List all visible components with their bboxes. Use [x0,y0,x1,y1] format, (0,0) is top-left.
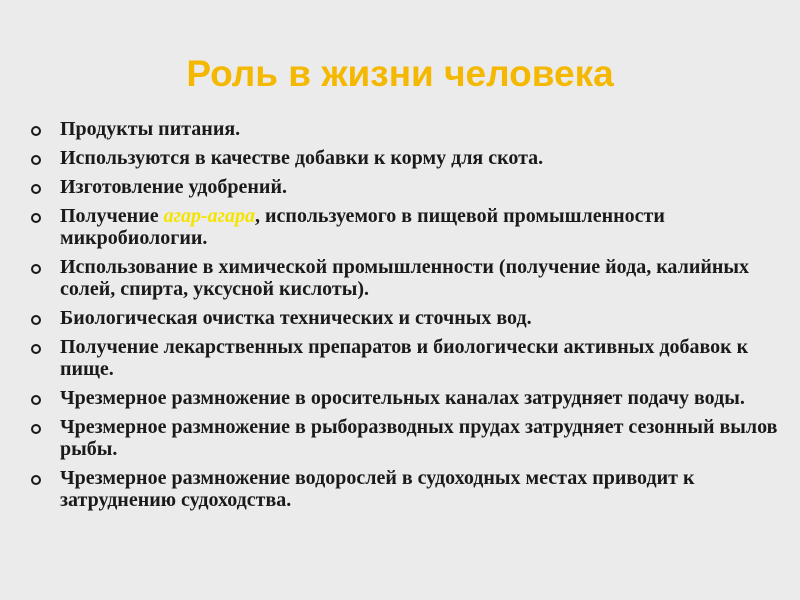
bullet-icon [31,184,41,194]
list-item [30,256,780,300]
list-item-text: Используются в качестве добавки к корму для скота. [60,147,544,169]
list-item [30,467,780,511]
list-item [30,387,780,409]
bullet-icon [31,126,41,136]
list-item-text: Чрезмерное размножение в оросительных каналах затрудняет подачу воды. [60,387,745,409]
list-item [30,307,780,329]
list-item-text: Чрезмерное размножение водорослей в судоходных местах приводит к затруднению судоходства. [60,467,695,511]
list-item [30,147,780,169]
list-item [30,118,780,140]
list-item-text: Использование в химической промышленности (получение йода, калийных солей, спирта, уксусной кислоты). [60,256,750,300]
list-item [30,176,780,198]
bullet-list [30,118,780,518]
list-item [30,205,780,249]
agar-highlight-link[interactable]: агар-агара [163,205,256,227]
bullet-icon [31,155,41,165]
bullet-icon [31,264,41,274]
list-item [30,416,780,460]
bullet-icon [31,344,41,354]
list-item-text: Изготовление удобрений. [60,176,287,198]
bullet-icon [31,315,41,325]
list-item-text: Получение лекарственных препаратов и биологически активных добавок к пище. [60,336,749,380]
bullet-icon [31,424,41,434]
list-item-text: Чрезмерное размножение в рыборазводных прудах затрудняет сезонный вылов рыбы. [60,416,778,460]
bullet-icon [31,395,41,405]
list-item-text-before: Получение [60,205,164,227]
bullet-icon [31,475,41,485]
bullet-icon [31,213,41,223]
list-item [30,336,780,380]
list-item-text: Продукты питания. [60,118,241,140]
slide-title: Роль в жизни человека [186,53,614,94]
list-item-text-after: , используемого в пищевой промышленности микробиологии. [60,205,665,249]
list-item-text: Биологическая очистка технических и сточных вод. [60,307,532,329]
